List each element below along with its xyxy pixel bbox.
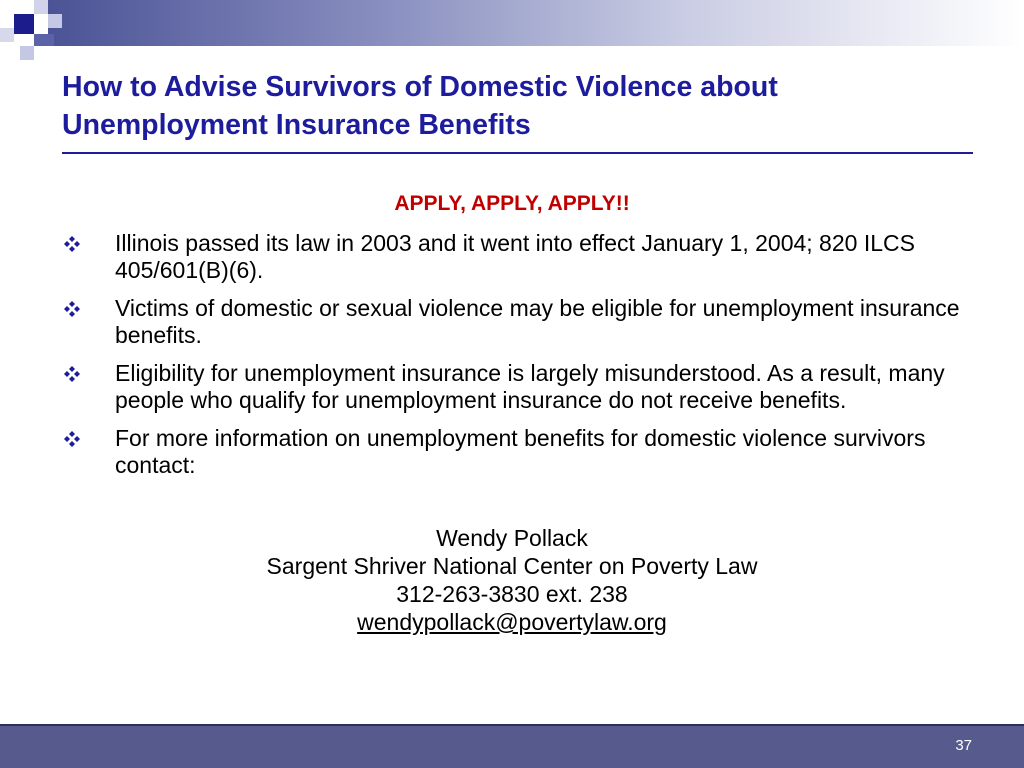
bullet-text: Victims of domestic or sexual violence may be eligible for unemployment insurance benefits. [115, 295, 960, 348]
bullet-item [62, 425, 972, 479]
decor-square [20, 46, 34, 60]
decor-square [48, 14, 62, 28]
header-gradient-bar [48, 0, 1024, 46]
bullet-text: Eligibility for unemployment insurance is largely misunderstood. As a result, many people who qualify for unemployment insurance do not receive benefits. [115, 360, 945, 413]
bullet-text: Illinois passed its law in 2003 and it went into effect January 1, 2004; 820 ILCS 405/601(B)(6). [115, 230, 915, 283]
footer-bar [0, 724, 1024, 768]
contact-phone: 312-263-3830 ext. 238 [396, 581, 628, 607]
bullet-text: For more information on unemployment benefits for domestic violence survivors contact: [115, 425, 926, 478]
bullet-item [62, 360, 972, 414]
diamond-quad-icon [64, 301, 80, 317]
bullet-item [62, 230, 972, 284]
contact-block [0, 524, 1024, 636]
diamond-quad-icon [64, 236, 80, 252]
apply-headline: APPLY, APPLY, APPLY!! [394, 192, 630, 215]
bullet-item [62, 295, 972, 349]
decor-square [14, 14, 34, 34]
diamond-quad-icon [64, 366, 80, 382]
bullet-list [62, 230, 972, 490]
contact-name: Wendy Pollack [436, 525, 588, 551]
title-line-2: Unemployment Insurance Benefits [62, 109, 531, 141]
decor-square [34, 0, 48, 14]
diamond-quad-icon [64, 431, 80, 447]
decor-square [0, 28, 14, 42]
contact-email-link[interactable]: wendypollack@povertylaw.org [357, 609, 667, 635]
slide-title [62, 68, 962, 144]
contact-organization: Sargent Shriver National Center on Poverty Law [266, 553, 758, 579]
title-line-1: How to Advise Survivors of Domestic Violence about [62, 71, 778, 103]
title-divider [62, 152, 973, 154]
slide-number: 37 [955, 737, 972, 754]
decor-square [34, 34, 54, 46]
